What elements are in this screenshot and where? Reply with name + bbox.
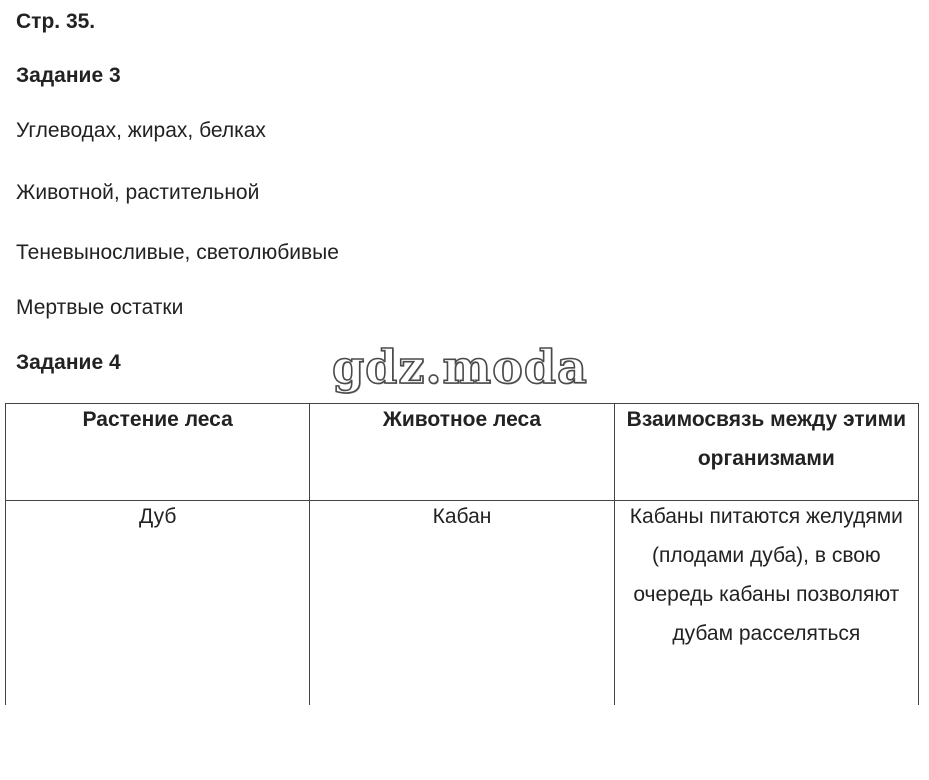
table-header-row bbox=[6, 404, 919, 501]
task-4-heading: Задание 4 bbox=[16, 351, 121, 374]
header-relationship: Взаимосвязь между этими организмами bbox=[614, 404, 918, 501]
task-3-heading: Задание 3 bbox=[16, 64, 121, 87]
watermark-logo: gdz.moda bbox=[332, 340, 588, 394]
page-reference: Стр. 35. bbox=[16, 10, 96, 33]
task-3-answer-2: Животной, растительной bbox=[16, 181, 260, 204]
task-4-table bbox=[5, 403, 919, 705]
table-row bbox=[6, 501, 919, 706]
cell-animal: Кабан bbox=[310, 501, 614, 706]
task-3-answer-4: Мертвые остатки bbox=[16, 296, 184, 319]
task-3-answer-1: Углеводах, жирах, белках bbox=[16, 119, 266, 142]
header-animal: Животное леса bbox=[310, 404, 614, 501]
header-plant: Растение леса bbox=[6, 404, 310, 501]
cell-relationship: Кабаны питаются желудями (плодами дуба), в свою очередь кабаны позволяют дубам расселяться bbox=[614, 501, 918, 706]
cell-plant: Дуб bbox=[6, 501, 310, 706]
task-3-answer-3: Теневыносливые, светолюбивые bbox=[16, 241, 339, 264]
